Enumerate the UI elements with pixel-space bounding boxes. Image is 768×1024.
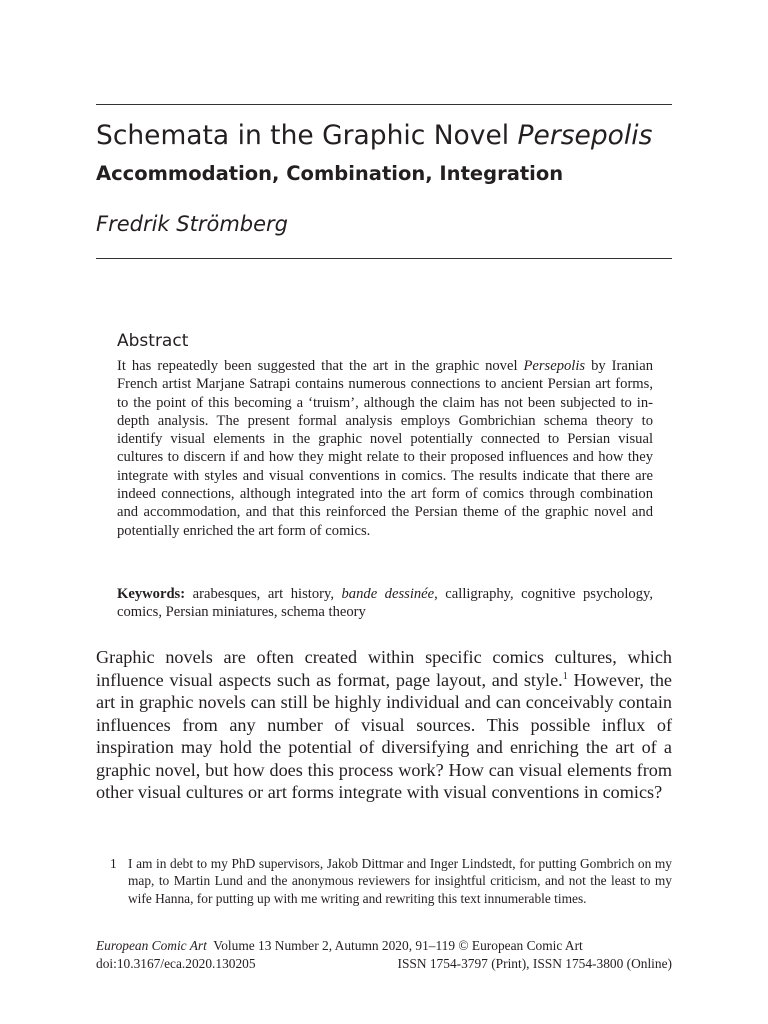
body-part1: Graphic novels are often created within specific comics cultures, which influence visual aspects such as format, page layout, and style.	[96, 647, 672, 690]
abstract-text	[117, 357, 653, 540]
abstract-part1: It has repeatedly been suggested that the art in the graphic novel	[117, 358, 524, 374]
abstract-heading: Abstract	[117, 331, 189, 351]
keywords-part1: arabesques, art history,	[185, 586, 342, 602]
doi: doi:10.3167/eca.2020.130205	[96, 956, 256, 971]
footnote	[96, 855, 672, 907]
article-title	[96, 120, 652, 151]
journal-citation	[96, 937, 672, 954]
issn: ISSN 1754-3797 (Print), ISSN 1754-3800 (Online)	[397, 956, 672, 971]
footnote-text: I am in debt to my PhD supervisors, Jakob Dittmar and Inger Lindstedt, for putting Gombrich on my map, to Martin Lund and the anonymous reviewers for insightful criticism, and not the least to my wife Hanna, for putting up with me writing and rewriting this text innumerable times.	[128, 856, 672, 906]
keywords-label: Keywords:	[117, 586, 186, 602]
title-italic: Persepolis	[517, 120, 653, 151]
body-part2: However, the art in graphic novels can still be highly individual and can conceivably contain influences from any number of visual sources. This possible influx of inspiration may hold the potential of diversifying and enriching the art of a graphic novel, but how does this process work? How can visual elements from other visual cultures or art forms integrate with visual conventions in comics?	[96, 669, 672, 802]
top-rule	[96, 104, 672, 105]
article-subtitle: Accommodation, Combination, Integration	[96, 162, 564, 185]
keywords	[117, 585, 653, 622]
author-name: Fredrik Strömberg	[96, 212, 288, 236]
abstract-part2: by Iranian French artist Marjane Satrapi contains numerous connections to ancient Persian art forms, to the point of this becoming a ‘truism’, although the claim has not been subjected to in-depth analysis. The present formal analysis employs Gombrichian schema theory to identify visual elements in the graphic novel potentially connected to Persian visual cultures to discern if and how they might relate to their proposed influences and how they integrate with styles and visual conventions in comics. The results indicate that there are indeed connections, although integrated into the art form of comics through combination and accommodation, and that this reinforced the Persian theme of the graphic novel and potentially enriched the art form of comics.	[117, 358, 653, 539]
keywords-part2: , calligraphy, cognitive psychology, comics, Persian miniatures, schema theory	[117, 586, 653, 621]
journal-name: European Comic Art	[96, 938, 207, 953]
bottom-rule	[96, 258, 672, 259]
footnote-ref: 1	[562, 670, 568, 682]
keywords-italic: bande dessinée	[341, 586, 435, 602]
body-paragraph	[96, 646, 672, 804]
abstract-italic: Persepolis	[523, 358, 586, 374]
title-main: Schemata in the Graphic Novel	[96, 120, 518, 151]
journal-volume: Volume 13 Number 2, Autumn 2020, 91–119 © European Comic Art	[206, 938, 583, 953]
footnote-number: 1	[110, 856, 117, 871]
doi-line	[96, 955, 672, 972]
